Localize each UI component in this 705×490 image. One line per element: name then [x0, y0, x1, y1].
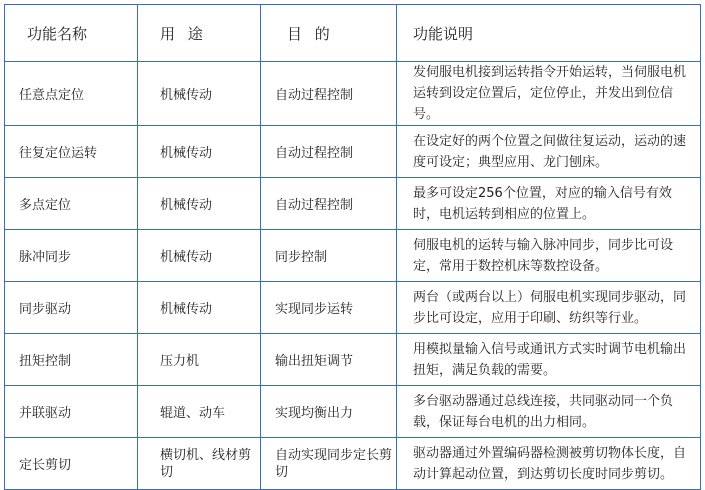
- cell-function-name: 往复定位运转: [5, 126, 138, 178]
- function-table-container: [4, 4, 701, 490]
- cell-use: 机械传动: [138, 282, 261, 334]
- cell-purpose: 实现同步运转: [261, 282, 397, 334]
- cell-use: 机械传动: [138, 62, 261, 126]
- cell-description: 发伺服电机接到运转指令开始运转，当伺服电机运转到设定位置后，定位停止，并发出到位信号。: [397, 62, 701, 126]
- cell-purpose: 自动过程控制: [261, 178, 397, 230]
- cell-purpose: 实现均衡出力: [261, 386, 397, 438]
- cell-use: 机械传动: [138, 126, 261, 178]
- cell-function-name: 脉冲同步: [5, 230, 138, 282]
- header-function-name: 功能名称: [5, 5, 138, 62]
- cell-description: 伺服电机的运转与输入脉冲同步，同步比可设定，常用于数控机床等数控设备。: [397, 230, 701, 282]
- table-row: [5, 230, 701, 282]
- cell-function-name: 多点定位: [5, 178, 138, 230]
- cell-description: 最多可设定256个位置，对应的输入信号有效时，电机运转到相应的位置上。: [397, 178, 701, 230]
- cell-use: 机械传动: [138, 230, 261, 282]
- cell-purpose: 自动实现同步定长剪切: [261, 438, 397, 490]
- table-body: [5, 62, 701, 490]
- cell-purpose: 自动过程控制: [261, 62, 397, 126]
- cell-use: 机械传动: [138, 178, 261, 230]
- cell-use: 横切机、线材剪切: [138, 438, 261, 490]
- table-row: [5, 178, 701, 230]
- cell-purpose: 输出扭矩调节: [261, 334, 397, 386]
- table-row: [5, 386, 701, 438]
- cell-description: 多台驱动器通过总线连接，共同驱动同一个负载，保证每台电机的出力相同。: [397, 386, 701, 438]
- header-use: 用 途: [138, 5, 261, 62]
- cell-use: 辊道、动车: [138, 386, 261, 438]
- header-description: 功能说明: [397, 5, 701, 62]
- cell-description: 两台（或两台以上）伺服电机实现同步驱动，同步比可设定，应用于印刷、纺织等行业。: [397, 282, 701, 334]
- cell-description: 用模拟量输入信号或通讯方式实时调节电机输出扭矩，满足负载的需要。: [397, 334, 701, 386]
- cell-function-name: 任意点定位: [5, 62, 138, 126]
- cell-description: 驱动器通过外置编码器检测被剪切物体长度，自动计算起动位置，到达剪切长度时同步剪切。: [397, 438, 701, 490]
- table-row: [5, 282, 701, 334]
- table-row: [5, 126, 701, 178]
- header-purpose: 目 的: [261, 5, 397, 62]
- header-row: [5, 5, 701, 62]
- table-row: [5, 334, 701, 386]
- cell-use: 压力机: [138, 334, 261, 386]
- cell-purpose: 自动过程控制: [261, 126, 397, 178]
- cell-function-name: 并联驱动: [5, 386, 138, 438]
- table-header: [5, 5, 701, 62]
- cell-description: 在设定好的两个位置之间做往复运动，运动的速度可设定；典型应用、龙门刨床。: [397, 126, 701, 178]
- table-row: [5, 438, 701, 490]
- table-row: [5, 62, 701, 126]
- cell-function-name: 同步驱动: [5, 282, 138, 334]
- cell-function-name: 定长剪切: [5, 438, 138, 490]
- cell-purpose: 同步控制: [261, 230, 397, 282]
- function-table: [4, 4, 701, 490]
- cell-function-name: 扭矩控制: [5, 334, 138, 386]
